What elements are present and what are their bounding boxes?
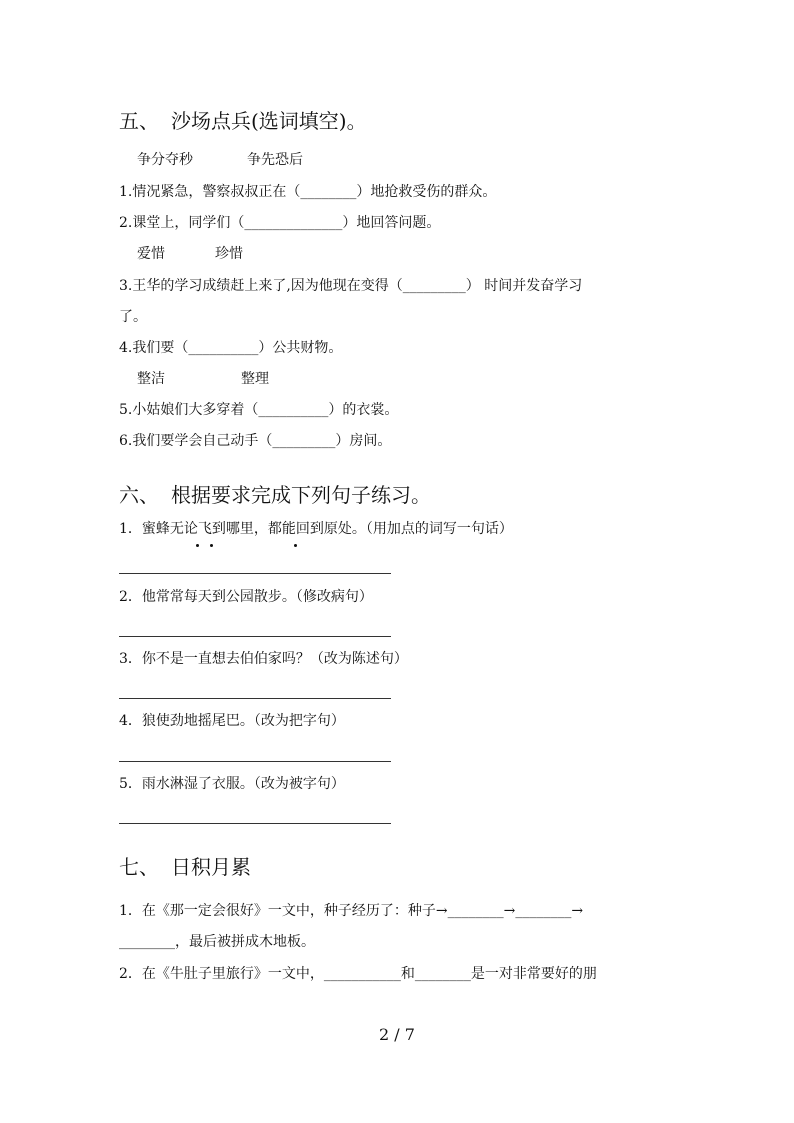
question-6-2: 2．他常常每天到公园散步。（修改病句）: [119, 589, 373, 605]
question-5-3: 3.王华的学习成绩赶上来了,因为他现在变得（_________） 时间并发奋学习: [119, 278, 583, 294]
question-5-3-continued: 了。: [119, 309, 147, 325]
question-5-6: 6.我们要学会自己动手（_________）房间。: [119, 433, 392, 449]
question-7-2: 2．在《牛肚子里旅行》一文中，___________和________是一对非常要好的朋: [119, 966, 597, 982]
question-6-1: 1．蜜蜂无论飞到哪里，都能回到原处。（用加点的词写一句话）: [119, 521, 513, 537]
question-7-1: 1．在《那一定会很好》一文中，种子经历了：种子→________→________→: [119, 903, 584, 919]
section7-heading-text: 日积月累: [171, 855, 251, 879]
page-number: 2 / 7: [379, 1025, 415, 1044]
word-option: 争先恐后: [247, 152, 303, 168]
word-choice-group-1: [137, 150, 303, 170]
question-5-5: 5.小姑娘们大多穿着（__________）的衣裳。: [119, 402, 399, 418]
section6-heading-number: 六、: [119, 483, 159, 507]
answer-line[interactable]: [119, 823, 391, 824]
section7-heading-number: 七、: [119, 855, 159, 879]
word-choice-group-3: [137, 369, 269, 389]
emphasis-dot: [210, 544, 213, 547]
answer-line[interactable]: [119, 636, 391, 637]
word-option: 爱惜: [137, 246, 165, 262]
emphasis-dot: [294, 544, 297, 547]
answer-line[interactable]: [119, 573, 391, 574]
question-6-4: 4．狼使劲地摇尾巴。（改为把字句）: [119, 713, 345, 729]
section5-heading: [119, 107, 367, 135]
section5-heading-text: 沙场点兵(选词填空)。: [171, 109, 367, 133]
emphasis-dot: [196, 544, 199, 547]
section6-heading: [119, 481, 431, 509]
section6-heading-text: 根据要求完成下列句子练习。: [171, 483, 431, 507]
question-5-4: 4.我们要（__________）公共财物。: [119, 340, 343, 356]
answer-line[interactable]: [119, 761, 391, 762]
answer-line[interactable]: [119, 698, 391, 699]
section7-heading: [119, 853, 251, 881]
question-7-1-continued: ________，最后被拼成木地板。: [119, 934, 315, 950]
word-option: 整洁: [137, 371, 165, 387]
section5-heading-number: 五、: [119, 109, 159, 133]
question-5-2: 2.课堂上，同学们（______________）地回答问题。: [119, 215, 441, 231]
word-choice-group-2: [137, 244, 243, 264]
word-option: 珍惜: [215, 246, 243, 262]
word-option: 争分夺秒: [137, 152, 193, 168]
question-6-3: 3．你不是一直想去伯伯家吗？（改为陈述句）: [119, 651, 408, 667]
word-option: 整理: [241, 371, 269, 387]
question-6-5: 5．雨水淋湿了衣服。（改为被字句）: [119, 776, 345, 792]
question-5-1: 1.情况紧急，警察叔叔正在（________）地抢救受伤的群众。: [119, 184, 497, 200]
